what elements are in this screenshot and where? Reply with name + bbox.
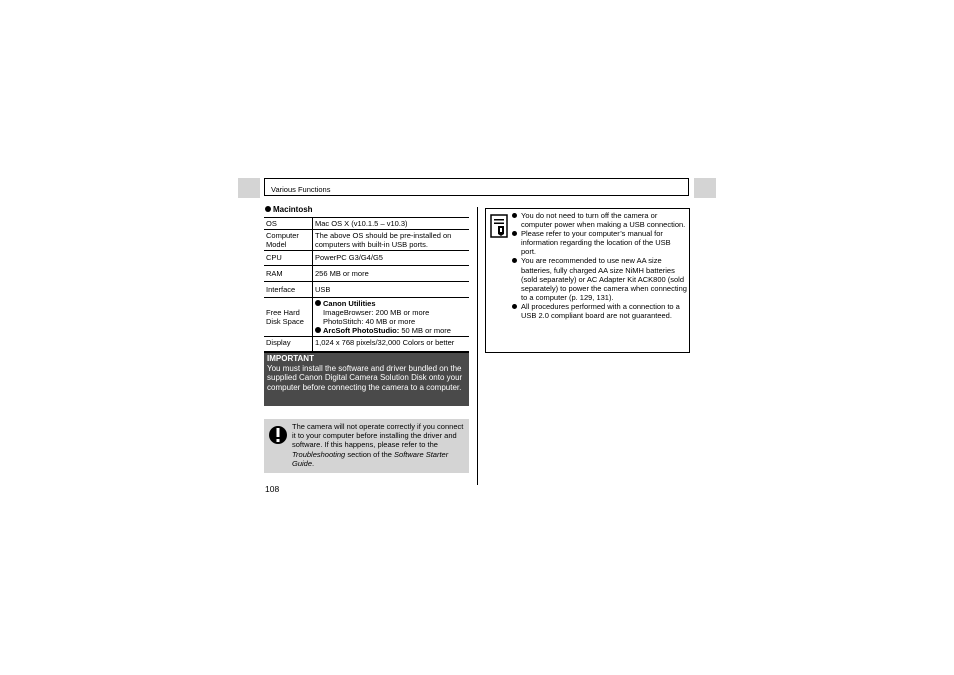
- software-starter-guide-ref: Software Starter Guide: [292, 449, 449, 468]
- row-key: Computer Model: [264, 230, 313, 251]
- note-text: You are recommended to use new AA size batteries, fully charged AA size NiMH batteries (sold separately) or AC Adapter Kit ACK800 (sold separately) to power the camera when connecting to a computer (p. 129, 131).: [521, 256, 687, 302]
- arcsoft-title: ArcSoft PhotoStudio:: [323, 326, 400, 335]
- table-row: [264, 218, 469, 230]
- bullet-icon: [512, 231, 517, 236]
- row-key: Interface: [264, 282, 313, 298]
- row-key: RAM: [264, 266, 313, 282]
- bullet-icon: [512, 213, 517, 218]
- row-value: USB: [313, 282, 470, 298]
- row-value: [313, 298, 470, 337]
- canon-utilities-title: Canon Utilities: [323, 299, 376, 308]
- caution-box: [264, 419, 469, 473]
- page-number: 108: [265, 484, 280, 494]
- section-header: [264, 178, 689, 196]
- macintosh-requirements-table: [264, 217, 469, 353]
- list-item: [512, 256, 687, 301]
- column-divider: [477, 207, 478, 485]
- row-key: OS: [264, 218, 313, 230]
- bullet-icon: [512, 258, 517, 263]
- caution-text-part: The camera will not operate correctly if you connect it to your computer before installing the driver and software. If this happens, please refer to the: [292, 422, 464, 450]
- note-text: All procedures performed with a connection to a USB 2.0 compliant board are not guaranteed.: [521, 301, 680, 321]
- macintosh-heading-text: Macintosh: [273, 205, 313, 214]
- note-text: Please refer to your computer’s manual for information regarding the location of the USB port.: [521, 229, 671, 257]
- arcsoft-value: 50 MB or more: [399, 326, 451, 335]
- table-row: [264, 337, 469, 353]
- table-row: [264, 266, 469, 282]
- bullet-icon: [315, 327, 321, 333]
- table-row: [264, 282, 469, 298]
- memo-icon: [490, 214, 508, 238]
- bullet-icon: [315, 300, 321, 306]
- note-box: [485, 208, 690, 353]
- row-value: 256 MB or more: [313, 266, 470, 282]
- important-title: IMPORTANT: [267, 354, 314, 363]
- caution-icon: [269, 424, 287, 446]
- row-value: PowerPC G3/G4/G5: [313, 251, 470, 266]
- caution-text: [292, 422, 467, 468]
- table-row: [264, 230, 469, 251]
- imagebrowser-line: ImageBrowser: 200 MB or more: [323, 308, 430, 317]
- row-key: CPU: [264, 251, 313, 266]
- important-text: You must install the software and driver bundled on the supplied Canon Digital Camera Solution Disk onto your computer before connecting the camera to a computer.: [267, 363, 463, 392]
- note-text: You do not need to turn off the camera or computer power when making a USB connection.: [521, 211, 686, 230]
- right-page-tab: [694, 178, 716, 198]
- bullet-icon: [265, 206, 271, 212]
- list-item: [512, 302, 687, 320]
- troubleshooting-ref: Troubleshooting: [292, 449, 346, 459]
- important-box: [264, 353, 469, 406]
- macintosh-heading: [265, 205, 313, 214]
- caution-text-part: section of the: [345, 449, 395, 459]
- photostitch-line: PhotoStitch: 40 MB or more: [323, 317, 416, 326]
- note-list: [512, 211, 687, 320]
- row-value: Mac OS X (v10.1.5 – v10.3): [313, 218, 470, 230]
- caution-text-part: .: [312, 458, 315, 468]
- section-header-label: Various Functions: [271, 185, 331, 194]
- left-page-tab: [238, 178, 260, 198]
- row-key: Display: [264, 337, 313, 353]
- bullet-icon: [512, 304, 517, 309]
- list-item: [512, 211, 687, 229]
- list-item: [512, 229, 687, 256]
- canon-utilities-line: [315, 299, 467, 308]
- table-row: [264, 298, 469, 337]
- table-row: [264, 251, 469, 266]
- arcsoft-line: [315, 326, 467, 335]
- row-key: Free Hard Disk Space: [264, 298, 313, 337]
- row-value: 1,024 x 768 pixels/32,000 Colors or better: [313, 337, 470, 353]
- row-value: The above OS should be pre-installed on computers with built-in USB ports.: [313, 230, 470, 251]
